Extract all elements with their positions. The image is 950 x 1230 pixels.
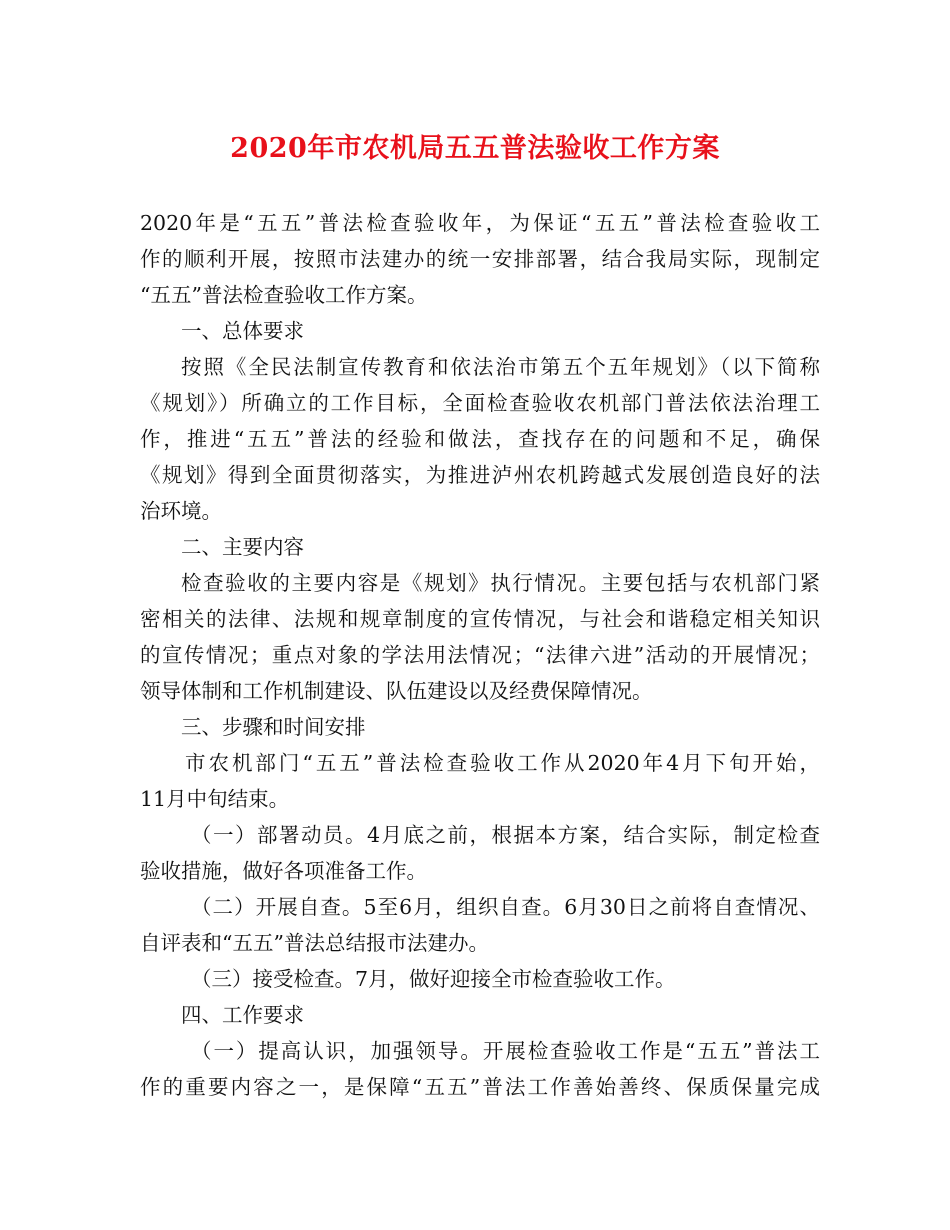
paragraph-line: （二）开展自查。5至6月，组织自查。6月30日之前将自查情况、: [191, 895, 820, 919]
paragraph-line: “五五”普法检查验收工作方案。: [140, 283, 428, 307]
paragraph-line: 市农机部门“五五”普法检查验收工作从2020年4月下旬开始，: [185, 751, 820, 775]
section-heading: 四、工作要求: [181, 1003, 304, 1027]
paragraph-line: 密相关的法律、法规和规章制度的宣传情况，与社会和谐稳定相关知识: [140, 607, 820, 631]
paragraph-line: 验收措施，做好各项准备工作。: [140, 859, 427, 883]
document-title: 2020年市农机局五五普法验收工作方案: [230, 133, 720, 164]
paragraph-line: 治环境。: [140, 499, 222, 523]
paragraph-line: 作，推进“五五”普法的经验和做法，查找存在的问题和不足，确保: [140, 427, 820, 451]
paragraph-line: 《规划》）所确立的工作目标，全面检查验收农机部门普法依法治理工: [140, 391, 820, 415]
paragraph-line: 自评表和“五五”普法总结报市法建办。: [140, 931, 489, 955]
paragraph-line: 检查验收的主要内容是《规划》执行情况。主要包括与农机部门紧: [181, 571, 820, 595]
paragraph-line: 的宣传情况；重点对象的学法用法情况；“法律六进”活动的开展情况；: [140, 643, 820, 667]
section-heading: 一、总体要求: [181, 319, 304, 343]
paragraph-line: （一）提高认识，加强领导。开展检查验收工作是“五五”普法工: [191, 1039, 820, 1063]
paragraph-line: 领导体制和工作机制建设、队伍建设以及经费保障情况。: [140, 679, 653, 703]
section-heading: 二、主要内容: [181, 535, 304, 559]
paragraph-line: 作的重要内容之一，是保障“五五”普法工作善始善终、保质保量完成: [140, 1075, 820, 1099]
paragraph-line: 作的顺利开展，按照市法建办的统一安排部署，结合我局实际，现制定: [140, 247, 820, 271]
paragraph-line: 11月中旬结束。: [140, 787, 290, 811]
paragraph-line: 按照《全民法制宣传教育和依法治市第五个五年规划》（以下简称: [181, 355, 820, 379]
paragraph-line: 2020年是“五五”普法检查验收年，为保证“五五”普法检查验收工: [140, 211, 820, 235]
paragraph-line: 《规划》得到全面贯彻落实，为推进泸州农机跨越式发展创造良好的法: [140, 463, 820, 487]
paragraph-line: （一）部署动员。4月底之前，根据本方案，结合实际，制定检查: [191, 823, 820, 847]
document-body: [140, 205, 820, 1105]
paragraph-line: （三）接受检查。7月，做好迎接全市检查验收工作。: [191, 967, 676, 991]
section-heading: 三、步骤和时间安排: [181, 715, 366, 739]
